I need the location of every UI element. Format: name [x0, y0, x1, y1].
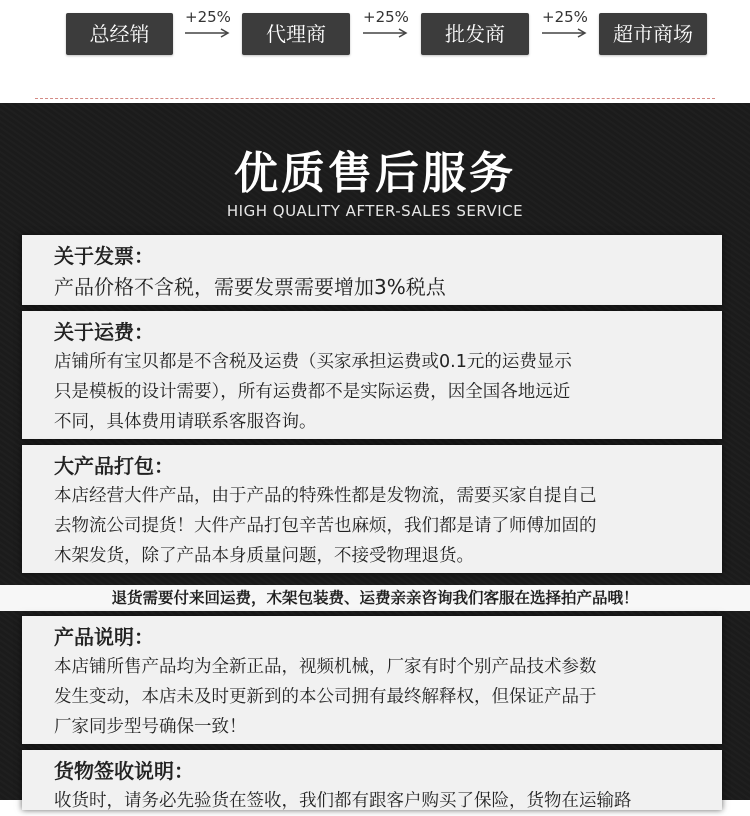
- card-line: 发生变动，本店未及时更新到的本公司拥有最终解释权，但保证产品于: [54, 687, 597, 707]
- markup-label: +25%: [185, 8, 231, 26]
- card-line: 不同，具体费用请联系客服咨询。: [54, 412, 317, 432]
- card-title: 关于运费：: [54, 320, 154, 344]
- arrow-right-icon: [361, 28, 411, 38]
- panel-subtitle: HIGH QUALITY AFTER-SALES SERVICE: [226, 202, 524, 220]
- markup-label: +25%: [363, 8, 409, 26]
- card-body: [22, 345, 722, 437]
- after-sales-panel: [0, 103, 750, 811]
- card-line: 本店经营大件产品，由于产品的特殊性都是发物流，需要买家自提自己: [54, 486, 597, 506]
- tier-agent: 代理商: [242, 13, 350, 55]
- pricing-chain: [0, 0, 750, 100]
- section-divider: [35, 98, 715, 99]
- card-line: 产品价格不含税，需要发票需要增加3%税点: [54, 275, 446, 299]
- markup-arrow: [358, 8, 414, 48]
- card-line: 收货时，请务必先验货在签收，我们都有跟客户购买了保险，货物在运输路: [54, 791, 632, 811]
- panel-title: 优质售后服务: [234, 148, 516, 199]
- card-line: 店铺所有宝贝都是不含税及运费（买家承担运费或0.1元的运费显示: [54, 352, 572, 372]
- arrow-right-icon: [540, 28, 590, 38]
- card-line: 去物流公司提货！大件产品打包辛苦也麻烦，我们都是请了师傅加固的: [54, 516, 597, 536]
- markup-arrow: [180, 8, 236, 48]
- invoice-card: [22, 235, 722, 305]
- markup-label: +25%: [542, 8, 588, 26]
- card-title: 关于发票：: [54, 244, 154, 268]
- tier-general-distributor: 总经销: [66, 13, 173, 55]
- card-body: [22, 479, 722, 571]
- card-body: [22, 650, 722, 742]
- card-title: 货物签收说明：: [54, 759, 194, 783]
- card-body: [22, 269, 722, 301]
- product-info-card: [22, 616, 722, 744]
- tier-supermarket: 超市商场: [599, 13, 707, 55]
- card-body: [22, 784, 722, 816]
- tier-wholesaler: 批发商: [421, 13, 529, 55]
- card-line: 木架发货，除了产品本身质量问题，不接受物理退货。: [54, 546, 474, 566]
- card-title: 产品说明：: [54, 625, 154, 649]
- card-line: 本店铺所售产品均为全新正品，视频机械，厂家有时个别产品技术参数: [54, 657, 597, 677]
- card-line: 厂家同步型号确保一致！: [54, 717, 247, 737]
- card-title: 大产品打包：: [54, 454, 174, 478]
- packaging-card: [22, 445, 722, 573]
- arrow-right-icon: [183, 28, 233, 38]
- return-warning-banner: 退货需要付来回运费，木架包装费、运费亲亲咨询我们客服在选择拍产品哦！: [0, 585, 750, 611]
- card-line: 只是模板的设计需要），所有运费都不是实际运费，因全国各地远近: [54, 382, 571, 402]
- markup-arrow: [537, 8, 593, 48]
- delivery-receipt-card: [22, 750, 722, 810]
- shipping-card: [22, 311, 722, 439]
